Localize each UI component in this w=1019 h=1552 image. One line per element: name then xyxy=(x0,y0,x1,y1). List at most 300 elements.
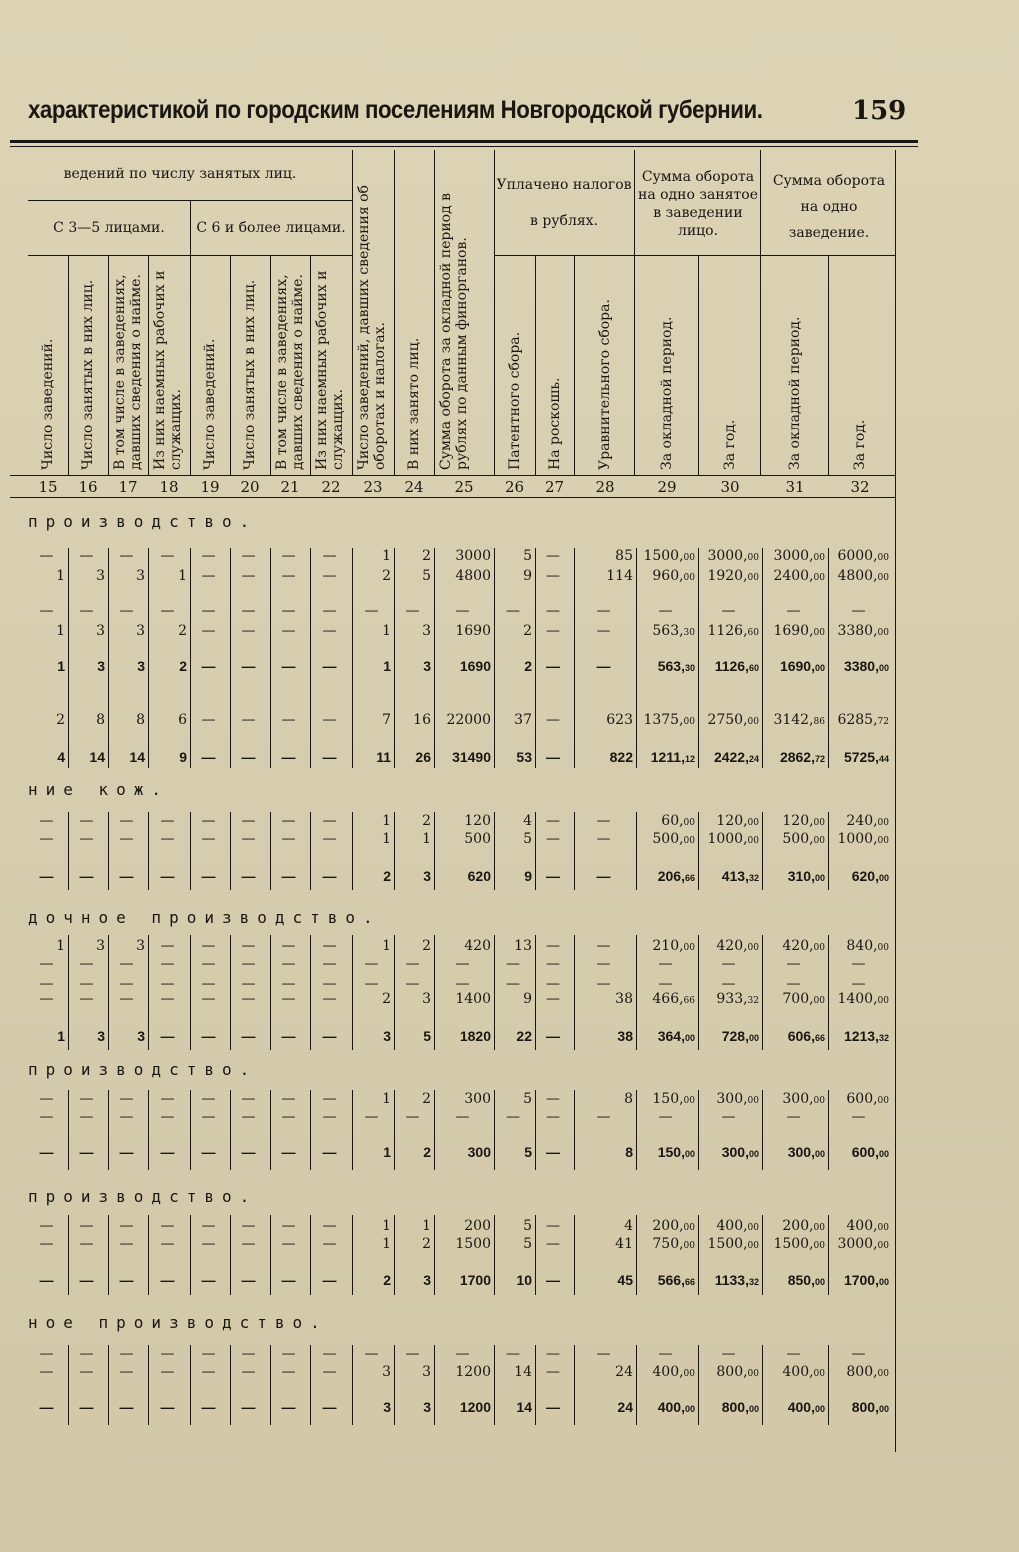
table-cell: 2 xyxy=(524,658,532,674)
table-cell: — xyxy=(201,1236,216,1252)
table-cell: 38 xyxy=(617,1028,633,1044)
table-cell: — xyxy=(281,603,296,619)
table-cell: — xyxy=(160,1346,175,1362)
table-cell: 1000,00 xyxy=(707,831,759,847)
table-cell: — xyxy=(322,1364,337,1380)
table-cell: — xyxy=(281,938,296,954)
table-cell: 5 xyxy=(524,1144,532,1160)
table-cell: 300 xyxy=(464,1091,491,1107)
table-cell: 53 xyxy=(516,749,532,765)
table-cell: — xyxy=(281,1364,296,1380)
table-cell: — xyxy=(160,1218,175,1234)
table-cell: — xyxy=(79,1272,94,1288)
page-number: 159 xyxy=(852,96,907,126)
table-cell: 2 xyxy=(383,868,391,884)
table-cell: 1690,00 xyxy=(773,623,825,639)
table-cell: — xyxy=(596,1109,611,1125)
table-cell: 300,00 xyxy=(782,1091,825,1107)
table-cell: 11 xyxy=(376,749,391,765)
table-cell: — xyxy=(546,712,560,728)
table-cell: — xyxy=(79,1218,94,1234)
table-cell: — xyxy=(364,1109,379,1125)
table-cell: — xyxy=(786,976,801,992)
subcol-line-7 xyxy=(574,255,575,475)
table-cell: 4 xyxy=(523,813,532,829)
column-number: 29 xyxy=(657,478,677,496)
table-cell: — xyxy=(851,1109,866,1125)
table-cell: — xyxy=(546,1028,560,1044)
table-cell: 1920,00 xyxy=(707,568,759,584)
table-cell: 3 xyxy=(96,568,105,584)
page-title: характеристикой по городским поселениям Новгородской губернии. xyxy=(28,96,763,124)
header-c29: За окладной период. xyxy=(659,316,675,470)
table-cell: — xyxy=(201,868,216,884)
table-cell: — xyxy=(201,1091,216,1107)
table-cell: 1 xyxy=(56,938,65,954)
table-cell: 3 xyxy=(383,1028,391,1044)
table-cell: 620 xyxy=(467,868,491,884)
table-cell: 1200 xyxy=(455,1364,491,1380)
table-cell: 1213,32 xyxy=(843,1028,889,1044)
table-cell: 120,00 xyxy=(782,813,825,829)
table-cell: — xyxy=(119,976,134,992)
table-cell: — xyxy=(119,956,134,972)
header-group-3-5: С 3—5 лицами. xyxy=(53,220,165,236)
header-c26: Патентного сбора. xyxy=(506,331,523,470)
table-cell: — xyxy=(201,658,216,674)
table-cell: 8 xyxy=(96,712,105,728)
table-cell: 4800 xyxy=(455,568,491,584)
top-rule-thin xyxy=(10,146,918,147)
column-number: 15 xyxy=(38,478,58,496)
table-cell: 2 xyxy=(422,938,431,954)
top-rule-thick xyxy=(10,140,918,143)
table-cell: 3 xyxy=(96,623,105,639)
table-cell: 840,00 xyxy=(846,938,889,954)
table-cell: — xyxy=(160,1364,175,1380)
table-cell: 822 xyxy=(609,749,633,765)
table-cell: — xyxy=(281,658,296,674)
table-cell: — xyxy=(322,1218,337,1234)
table-cell: 3000,00 xyxy=(707,548,759,564)
table-cell: — xyxy=(721,1109,736,1125)
table-cell: 1 xyxy=(382,623,391,639)
table-cell: 300,00 xyxy=(787,1144,825,1160)
table-cell: — xyxy=(281,1399,296,1415)
column-number: 31 xyxy=(785,478,805,496)
table-cell: 2 xyxy=(56,712,65,728)
table-cell: 14 xyxy=(129,749,145,765)
table-cell: — xyxy=(79,1144,94,1160)
table-cell: 750,00 xyxy=(652,1236,695,1252)
table-cell: 500,00 xyxy=(652,831,695,847)
table-cell: 933,32 xyxy=(716,991,759,1007)
table-cell: 500,00 xyxy=(782,831,825,847)
table-cell: — xyxy=(281,831,296,847)
table-cell: — xyxy=(281,1091,296,1107)
table-cell: — xyxy=(658,956,673,972)
header-per-person: Сумма оборота на одно занятое в заведении лицо. xyxy=(638,169,758,239)
table-cell: — xyxy=(160,1091,175,1107)
table-cell: 4 xyxy=(57,749,65,765)
table-cell: — xyxy=(241,603,256,619)
col-line-31 xyxy=(760,150,761,475)
table-cell: — xyxy=(201,1272,216,1288)
table-cell: 150,00 xyxy=(652,1091,695,1107)
table-cell: — xyxy=(322,1236,337,1252)
table-cell: — xyxy=(79,1236,94,1252)
table-cell: 2 xyxy=(178,623,187,639)
table-cell: — xyxy=(281,1028,296,1044)
table-cell: — xyxy=(455,1109,470,1125)
table-cell: 41 xyxy=(615,1236,633,1252)
table-cell: — xyxy=(241,831,256,847)
column-number: 16 xyxy=(78,478,98,496)
table-cell: 563,30 xyxy=(652,623,695,639)
table-cell: — xyxy=(119,1272,134,1288)
table-cell: 200 xyxy=(464,1218,491,1234)
table-cell: 5 xyxy=(423,1028,431,1044)
table-cell: — xyxy=(596,603,611,619)
table-cell: — xyxy=(160,1144,175,1160)
table-cell: 420,00 xyxy=(716,938,759,954)
table-cell: — xyxy=(201,548,216,564)
table-cell: — xyxy=(79,1399,94,1415)
table-cell: — xyxy=(546,976,560,992)
table-cell: 310,00 xyxy=(787,868,825,884)
table-cell: 2 xyxy=(422,1091,431,1107)
table-cell: 413,32 xyxy=(721,868,759,884)
table-cell: — xyxy=(241,1144,256,1160)
table-cell: 120 xyxy=(464,813,491,829)
table-cell: 2750,00 xyxy=(707,712,759,728)
col-line-26 xyxy=(494,150,495,475)
table-cell: 420,00 xyxy=(782,938,825,954)
table-cell: — xyxy=(658,1346,673,1362)
table-cell: — xyxy=(546,1272,560,1288)
table-cell: 1133,32 xyxy=(714,1272,759,1288)
table-cell: — xyxy=(201,1218,216,1234)
table-cell: 3 xyxy=(422,623,431,639)
table-cell: — xyxy=(119,1091,134,1107)
table-cell: — xyxy=(39,1346,54,1362)
table-cell: 800,00 xyxy=(716,1364,759,1380)
table-cell: — xyxy=(241,1218,256,1234)
table-cell: 6000,00 xyxy=(837,548,889,564)
table-cell: 1700,00 xyxy=(843,1272,889,1288)
table-cell: — xyxy=(364,1346,379,1362)
column-number: 27 xyxy=(544,478,565,496)
table-cell: — xyxy=(281,991,296,1007)
table-cell: 200,00 xyxy=(782,1218,825,1234)
table-cell: 3 xyxy=(423,1399,431,1415)
table-cell: — xyxy=(160,868,175,884)
table-cell: — xyxy=(546,1109,560,1125)
table-cell: — xyxy=(322,1109,337,1125)
table-cell: — xyxy=(364,603,379,619)
table-cell: — xyxy=(201,1144,216,1160)
column-number: 21 xyxy=(280,478,300,496)
table-cell: — xyxy=(241,712,256,728)
table-cell: — xyxy=(281,1272,296,1288)
table-cell: — xyxy=(201,623,216,639)
table-cell: 1700 xyxy=(459,1272,491,1288)
subcol-line-2 xyxy=(148,255,149,475)
table-cell: — xyxy=(119,868,134,884)
column-number: 20 xyxy=(240,478,260,496)
table-cell: 1 xyxy=(382,831,391,847)
table-cell: — xyxy=(160,956,175,972)
table-cell: — xyxy=(160,1028,175,1044)
table-cell: — xyxy=(546,868,560,884)
table-cell: — xyxy=(119,1399,134,1415)
table-cell: — xyxy=(546,813,560,829)
column-number: 22 xyxy=(321,478,341,496)
table-cell: 1 xyxy=(382,813,391,829)
table-cell: 22000 xyxy=(446,712,491,728)
table-cell: 14 xyxy=(89,749,105,765)
table-cell: — xyxy=(160,938,175,954)
table-cell: — xyxy=(160,603,175,619)
table-cell: 5 xyxy=(422,568,431,584)
table-cell: 8 xyxy=(136,712,145,728)
table-cell: 563,30 xyxy=(657,658,695,674)
table-cell: — xyxy=(119,603,134,619)
table-cell: — xyxy=(241,813,256,829)
table-cell: — xyxy=(201,1028,216,1044)
table-cell: — xyxy=(546,749,560,765)
section-title: дочное производство. xyxy=(28,908,381,927)
table-cell: — xyxy=(546,1399,560,1415)
table-cell: — xyxy=(281,712,296,728)
table-cell: — xyxy=(39,1091,54,1107)
table-cell: 240,00 xyxy=(846,813,889,829)
table-cell: — xyxy=(79,548,94,564)
table-cell: 5 xyxy=(523,1091,532,1107)
table-cell: — xyxy=(455,1346,470,1362)
table-cell: — xyxy=(786,1109,801,1125)
table-cell: — xyxy=(546,603,560,619)
table-cell: 5 xyxy=(523,548,532,564)
table-cell: 1211,12 xyxy=(650,749,695,765)
table-cell: 466,66 xyxy=(652,991,695,1007)
table-cell: — xyxy=(721,956,736,972)
table-cell: 2 xyxy=(423,1144,431,1160)
table-cell: — xyxy=(546,831,560,847)
table-cell: 206,66 xyxy=(657,868,695,884)
table-cell: 400,00 xyxy=(716,1218,759,1234)
table-cell: — xyxy=(455,956,470,972)
table-cell: 3 xyxy=(96,938,105,954)
table-cell: 2 xyxy=(382,568,391,584)
table-cell: 400,00 xyxy=(787,1399,825,1415)
table-cell: 4800,00 xyxy=(837,568,889,584)
table-cell: 1690,00 xyxy=(779,658,825,674)
header-c21: В том числе в заведениях, давших сведения о найме. xyxy=(274,274,306,470)
table-cell: — xyxy=(455,976,470,992)
subcol-line-6 xyxy=(535,255,536,475)
table-cell: 24 xyxy=(617,1399,633,1415)
table-cell: 38 xyxy=(615,991,633,1007)
table-cell: — xyxy=(281,623,296,639)
table-cell: — xyxy=(658,1109,673,1125)
table-cell: 1 xyxy=(383,658,391,674)
table-cell: 1690 xyxy=(455,623,491,639)
table-cell: 800,00 xyxy=(846,1364,889,1380)
table-cell: — xyxy=(405,1109,420,1125)
table-cell: — xyxy=(281,1346,296,1362)
table-cell: — xyxy=(281,813,296,829)
table-cell: 1400 xyxy=(455,991,491,1007)
table-cell: — xyxy=(39,813,54,829)
table-cell: — xyxy=(160,1236,175,1252)
table-cell: 2 xyxy=(422,1236,431,1252)
table-cell: 3000,00 xyxy=(773,548,825,564)
table-cell: — xyxy=(322,658,337,674)
header-line-sub xyxy=(28,255,352,256)
column-number: 28 xyxy=(595,478,615,496)
table-cell: — xyxy=(322,1091,337,1107)
col-line-23 xyxy=(352,150,353,475)
table-cell: — xyxy=(241,1399,256,1415)
table-cell: — xyxy=(39,831,54,847)
table-cell: — xyxy=(546,991,560,1007)
table-cell: — xyxy=(786,956,801,972)
table-cell: 1 xyxy=(57,658,65,674)
table-cell: — xyxy=(79,1346,94,1362)
table-cell: 45 xyxy=(617,1272,633,1288)
table-cell: 2422,24 xyxy=(713,749,759,765)
header-taxes-2: в рублях. xyxy=(529,213,599,229)
table-cell: — xyxy=(546,623,560,639)
table-cell: — xyxy=(658,976,673,992)
table-cell: — xyxy=(786,1346,801,1362)
table-cell: — xyxy=(322,623,337,639)
table-cell: — xyxy=(405,1346,420,1362)
table-cell: 1500 xyxy=(455,1236,491,1252)
table-cell: 500 xyxy=(464,831,491,847)
table-cell: — xyxy=(201,991,216,1007)
table-cell: — xyxy=(322,991,337,1007)
table-cell: — xyxy=(281,1218,296,1234)
table-cell: — xyxy=(546,1218,560,1234)
table-cell: 3 xyxy=(423,658,431,674)
table-cell: — xyxy=(596,1346,611,1362)
table-cell: — xyxy=(546,568,560,584)
table-cell: — xyxy=(596,976,611,992)
table-cell: — xyxy=(851,603,866,619)
table-cell: 200,00 xyxy=(652,1218,695,1234)
table-cell: — xyxy=(119,1218,134,1234)
table-cell: 7 xyxy=(382,712,391,728)
table-cell: — xyxy=(281,868,296,884)
table-cell: — xyxy=(506,956,520,972)
table-cell: — xyxy=(322,603,337,619)
subcol-line-5 xyxy=(310,255,311,475)
table-cell: 1500,00 xyxy=(773,1236,825,1252)
table-cell: — xyxy=(241,749,256,765)
table-cell: — xyxy=(160,548,175,564)
table-cell: — xyxy=(322,749,337,765)
table-cell: — xyxy=(201,568,216,584)
table-cell: — xyxy=(119,1364,134,1380)
table-cell: — xyxy=(241,956,256,972)
header-taxes-1: Уплачено налогов xyxy=(496,177,632,193)
table-cell: — xyxy=(241,1109,256,1125)
table-cell: 420 xyxy=(464,938,491,954)
table-cell: 2 xyxy=(422,548,431,564)
table-cell: 2 xyxy=(422,813,431,829)
table-cell: 1 xyxy=(422,831,431,847)
table-cell: 1820 xyxy=(459,1028,491,1044)
table-cell: — xyxy=(281,749,296,765)
table-cell: 85 xyxy=(615,548,633,564)
table-cell: 37 xyxy=(514,712,532,728)
table-cell: 700,00 xyxy=(782,991,825,1007)
table-cell: — xyxy=(322,1346,337,1362)
header-c28: Уравнительного сбора. xyxy=(597,299,613,470)
table-cell: 3380,00 xyxy=(843,658,889,674)
section-title: производство. xyxy=(28,1060,258,1079)
table-cell: 300,00 xyxy=(716,1091,759,1107)
table-cell: 800,00 xyxy=(721,1399,759,1415)
table-cell: — xyxy=(322,868,337,884)
header-c20: Число занятых в них лиц. xyxy=(242,279,258,470)
table-cell: 10 xyxy=(516,1272,532,1288)
column-number: 24 xyxy=(404,478,424,496)
table-cell: — xyxy=(546,1236,560,1252)
table-cell: 728,00 xyxy=(721,1028,759,1044)
table-cell: — xyxy=(119,813,134,829)
table-cell: — xyxy=(322,1399,337,1415)
table-cell: 24 xyxy=(615,1364,633,1380)
table-cell: — xyxy=(79,976,94,992)
header-c32: За год. xyxy=(852,419,868,470)
table-cell: — xyxy=(546,548,560,564)
table-cell: — xyxy=(79,1091,94,1107)
table-cell: — xyxy=(79,868,94,884)
table-cell: — xyxy=(241,658,256,674)
table-cell: 1690 xyxy=(459,658,491,674)
table-cell: 14 xyxy=(514,1364,532,1380)
table-cell: — xyxy=(201,813,216,829)
table-cell: — xyxy=(546,1346,560,1362)
table-cell: 2 xyxy=(383,1272,391,1288)
table-cell: 9 xyxy=(523,568,532,584)
table-cell: — xyxy=(119,1109,134,1125)
table-cell: 60,00 xyxy=(661,813,695,829)
table-cell: — xyxy=(658,603,673,619)
table-cell: — xyxy=(39,548,54,564)
table-cell: — xyxy=(39,1364,54,1380)
table-cell: — xyxy=(322,1144,337,1160)
table-cell: — xyxy=(241,1091,256,1107)
table-cell: — xyxy=(119,1236,134,1252)
table-cell: 1500,00 xyxy=(707,1236,759,1252)
table-cell: 400,00 xyxy=(846,1218,889,1234)
table-cell: — xyxy=(506,976,520,992)
table-cell: — xyxy=(201,938,216,954)
table-cell: 3000,00 xyxy=(837,1236,889,1252)
table-cell: — xyxy=(405,976,420,992)
subcol-line-4 xyxy=(270,255,271,475)
table-cell: — xyxy=(39,1109,54,1125)
table-cell: — xyxy=(241,1028,256,1044)
table-cell: — xyxy=(596,813,611,829)
table-cell: 3 xyxy=(137,1028,145,1044)
table-cell: 3000 xyxy=(455,548,491,564)
table-cell: — xyxy=(241,623,256,639)
